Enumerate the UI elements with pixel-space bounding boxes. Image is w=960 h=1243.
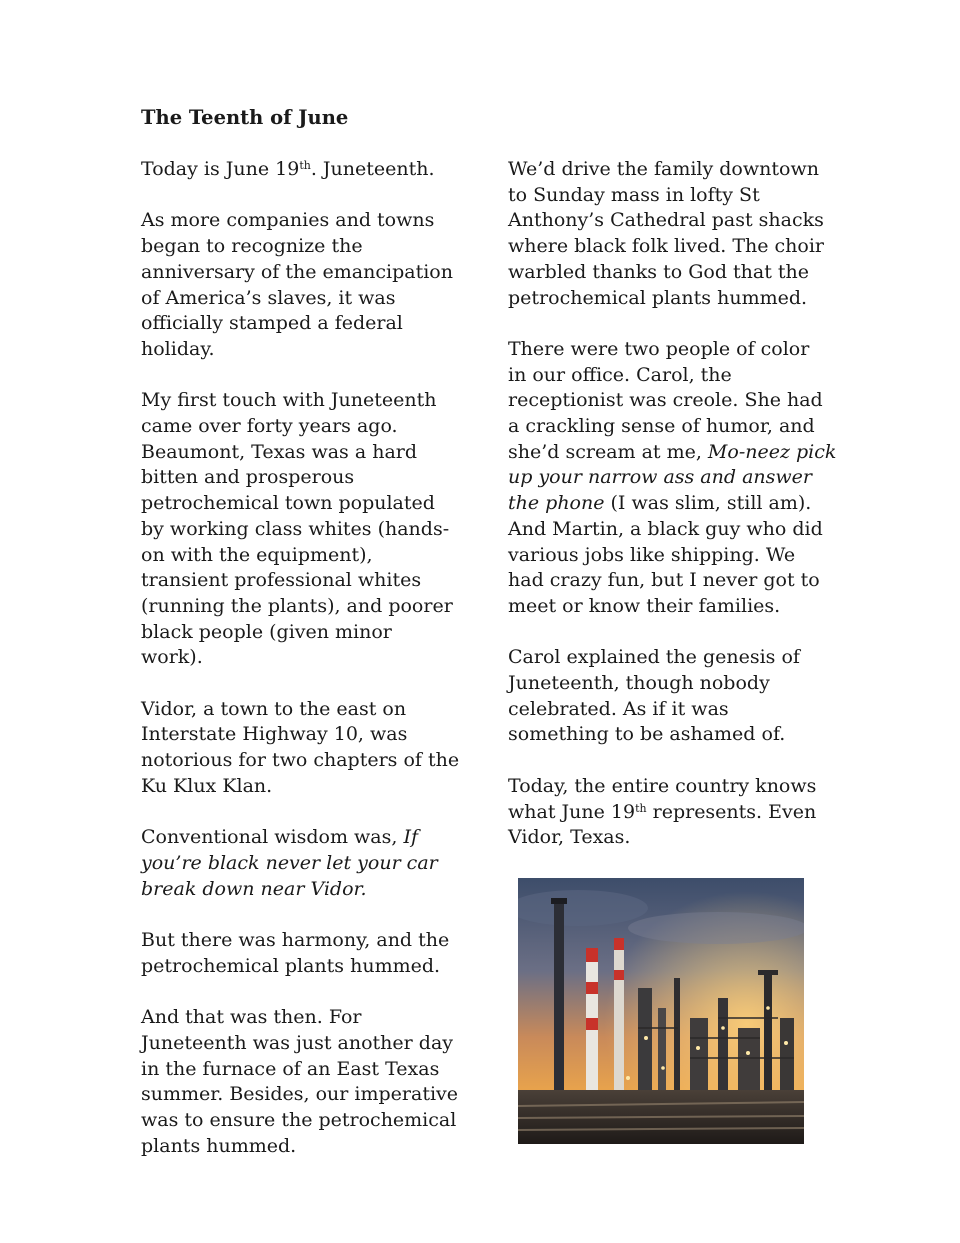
italic-fragment: If xyxy=(403,826,418,849)
text-line: There were two people of color xyxy=(508,337,810,360)
text-line: was to ensure the petrochemical xyxy=(141,1108,457,1131)
text-line: And Martin, a black guy who did xyxy=(508,517,823,540)
text-line: Vidor, Texas. xyxy=(508,826,631,849)
text-line: holiday. xyxy=(141,337,215,360)
text-line: petrochemical plants hummed. xyxy=(141,954,441,977)
text-line: notorious for two chapters of the xyxy=(141,749,460,772)
right-column xyxy=(508,157,837,877)
text-line: meet or know their families. xyxy=(508,594,781,617)
text-line: of America’s slaves, it was xyxy=(141,286,396,309)
date-superscript: th xyxy=(635,801,647,815)
text-fragment: what June 19 xyxy=(508,800,636,823)
date-superscript: th xyxy=(299,159,311,172)
text-line: in the furnace of an East Texas xyxy=(141,1057,440,1080)
text-line: anniversary of the emancipation xyxy=(141,260,453,283)
text-line: had crazy fun, but I never got to xyxy=(508,569,820,592)
text-line: petrochemical town populated xyxy=(141,492,435,515)
text-line: petrochemical plants hummed. xyxy=(508,286,808,309)
page-title: The Teenth of June xyxy=(141,106,349,129)
text-line: a crackling sense of humor, and xyxy=(508,415,815,438)
text-line: Interstate Highway 10, was xyxy=(141,723,408,746)
date-text: Today is June 19 xyxy=(141,158,300,180)
paragraph-beaumont xyxy=(141,388,466,671)
paragraph-intro xyxy=(141,157,466,183)
italic-line: up your narrow ass and answer xyxy=(508,466,812,489)
text-line: by working class whites (hands- xyxy=(141,517,450,540)
text-line: warbled thanks to God that the xyxy=(508,260,810,283)
text-line: on with the equipment), xyxy=(141,543,373,566)
text-line: My first touch with Juneteenth xyxy=(141,389,437,412)
text-line: Beaumont, Texas was a hard xyxy=(141,440,418,463)
text-line: Vidor, a town to the east on xyxy=(141,697,407,720)
text-line: to Sunday mass in lofty St xyxy=(508,183,760,206)
text-line: Ku Klux Klan. xyxy=(141,774,273,797)
text-line: Juneteenth, though nobody xyxy=(508,672,770,695)
text-line: And that was then. For xyxy=(141,1006,362,1029)
text-line: came over forty years ago. xyxy=(141,415,398,437)
text-line: plants hummed. xyxy=(141,1134,297,1157)
paragraph-mass xyxy=(508,157,828,311)
text-line: receptionist was creole. She had xyxy=(508,389,823,412)
refinery-photo-icon xyxy=(518,878,804,1144)
text-fragment: Conventional wisdom was, xyxy=(141,826,404,849)
italic-fragment: Mo-neez pick xyxy=(707,440,837,463)
text-line: bitten and prosperous xyxy=(141,466,355,489)
text-line: Today, the entire country knows xyxy=(508,774,817,797)
text-line: Juneteenth was just another day xyxy=(141,1031,454,1054)
text-line: something to be ashamed of. xyxy=(508,723,786,746)
text-line: Carol explained the genesis of xyxy=(508,646,800,669)
text-fragment: (I was slim, still am). xyxy=(604,492,812,515)
text-line: As more companies and towns xyxy=(141,209,435,232)
left-column xyxy=(141,157,466,1185)
paragraph-office xyxy=(508,337,837,620)
text-line: in our office. Carol, the xyxy=(508,363,732,386)
text-line: Anthony’s Cathedral past shacks xyxy=(508,209,824,232)
paragraph-then xyxy=(141,1005,466,1159)
text-line: black people (given minor xyxy=(141,620,392,643)
text-line: various jobs like shipping. We xyxy=(508,543,796,566)
italic-line: you’re black never let your car xyxy=(141,851,438,874)
paragraph-wisdom xyxy=(141,825,466,902)
refinery-photo xyxy=(518,878,804,1144)
text-line: summer. Besides, our imperative xyxy=(141,1083,459,1106)
text-line: But there was harmony, and the xyxy=(141,929,450,952)
date-text-tail: . Juneteenth. xyxy=(310,158,435,180)
paragraph-today xyxy=(508,774,828,851)
text-line: work). xyxy=(141,646,203,669)
text-line: transient professional whites xyxy=(141,569,422,592)
text-line: (running the plants), and poorer xyxy=(141,594,453,617)
paragraph-harmony xyxy=(141,928,466,979)
paragraph-vidor xyxy=(141,697,466,800)
text-line: celebrated. As if it was xyxy=(508,697,729,720)
paragraph-genesis xyxy=(508,645,828,748)
italic-fragment: the phone xyxy=(508,492,605,515)
text-fragment: represents. Even xyxy=(646,800,817,823)
italic-line: break down near Vidor. xyxy=(141,877,367,900)
paragraph-holiday xyxy=(141,208,466,362)
text-line: began to recognize the xyxy=(141,235,363,258)
text-fragment: she’d scream at me, xyxy=(508,440,708,463)
text-line: officially stamped a federal xyxy=(141,312,403,335)
text-line: where black folk lived. The choir xyxy=(508,235,825,258)
text-line: We’d drive the family downtown xyxy=(508,158,819,180)
